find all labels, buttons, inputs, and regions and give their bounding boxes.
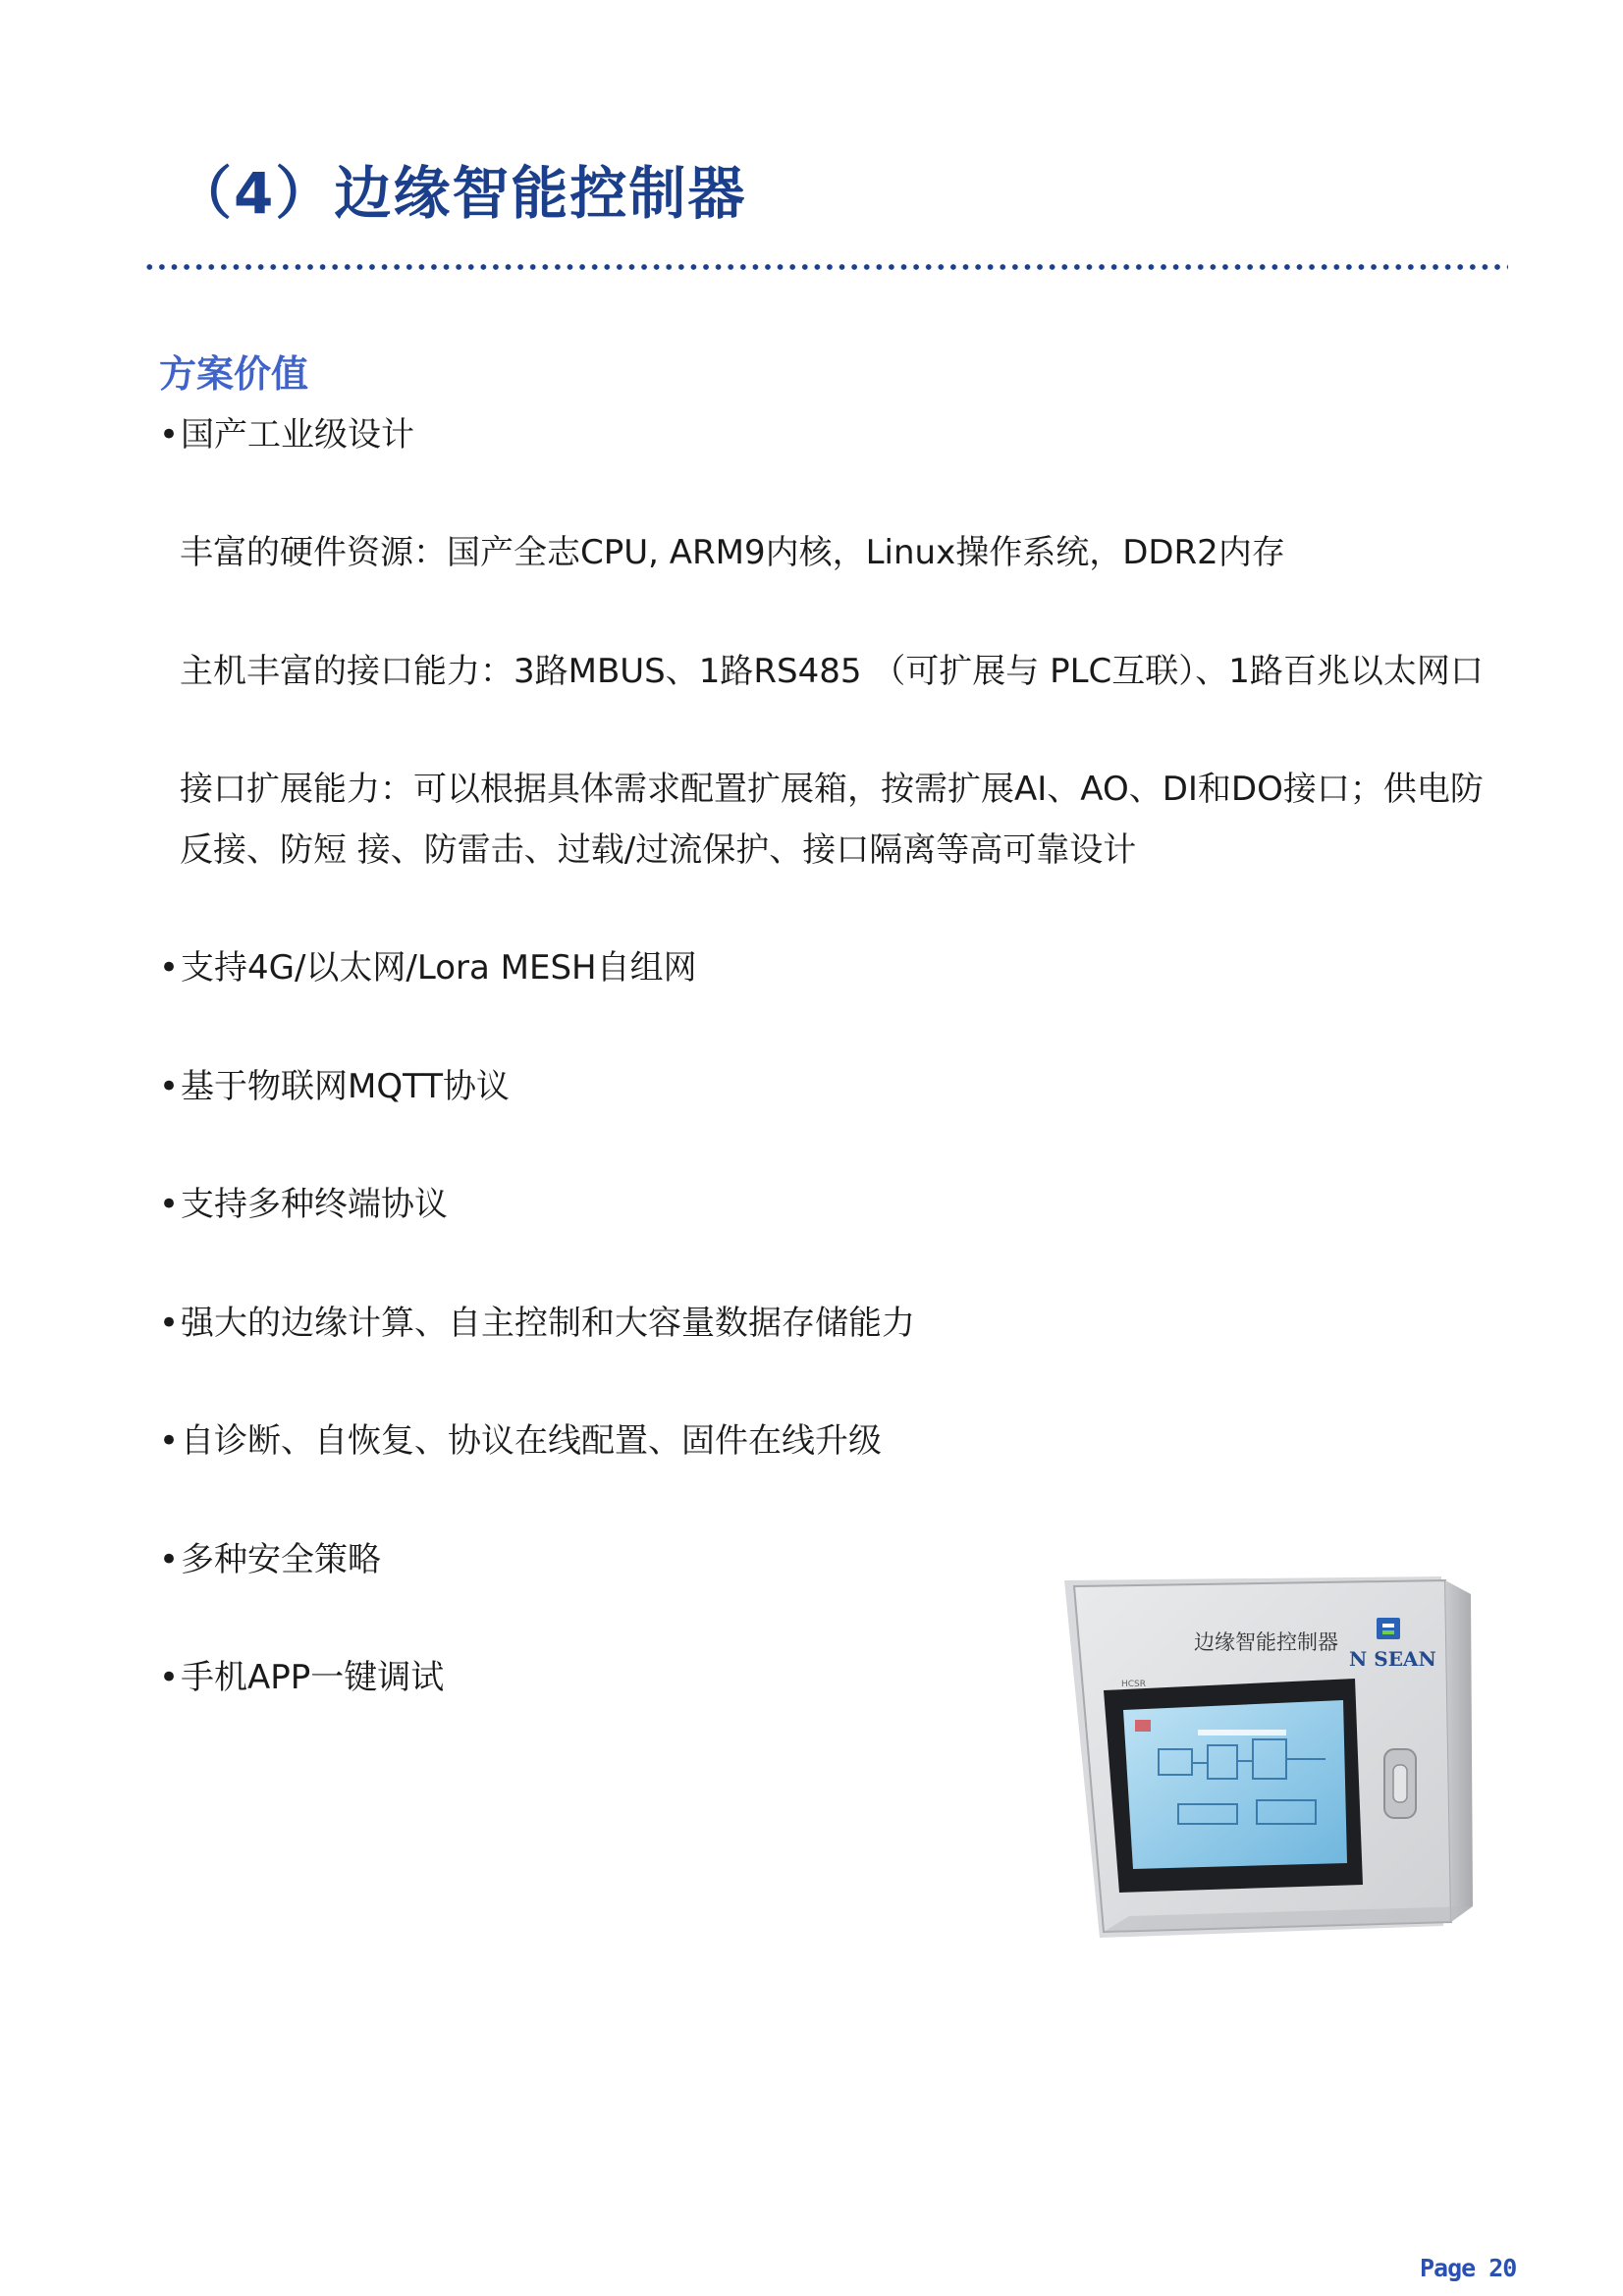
bullet-icon: • — [159, 948, 180, 988]
bullet-icon: • — [159, 1067, 180, 1106]
bullet-icon: • — [159, 1540, 180, 1579]
controller-product-image — [1060, 1573, 1492, 1977]
list-item: •基于物联网MQTT协议 — [159, 1067, 511, 1106]
bullet-icon: • — [159, 1185, 180, 1224]
bullet-icon: • — [159, 1421, 180, 1461]
list-item: •强大的边缘计算、自主控制和大容量数据存储能力 — [159, 1304, 915, 1343]
bullet-icon: • — [159, 415, 180, 454]
bullet-icon: • — [159, 1304, 180, 1343]
page-number: Page 20 — [1420, 2254, 1517, 2282]
hmi-screen — [1123, 1700, 1347, 1869]
dotted-divider — [143, 263, 1508, 271]
page-title: （4）边缘智能控制器 — [175, 160, 747, 227]
list-item: •国产工业级设计 — [159, 415, 414, 454]
product-label: 边缘智能控制器 — [1194, 1630, 1338, 1654]
list-item-detail: 丰富的硬件资源：国产全志CPU, ARM9内核，Linux操作系统，DDR2内存 — [180, 533, 1285, 572]
list-item: •自诊断、自恢复、协议在线配置、固件在线升级 — [159, 1421, 882, 1461]
list-item-detail: 主机丰富的接口能力：3路MBUS、1路RS485 （可扩展与 PLC互联）、1路百兆以太网口 — [180, 652, 1484, 691]
list-item: •手机APP一键调试 — [159, 1658, 445, 1697]
bullet-icon: • — [159, 1658, 180, 1697]
list-item: •支持多种终端协议 — [159, 1185, 448, 1224]
list-item-detail: 反接、防短 接、防雷击、过载/过流保护、接口隔离等高可靠设计 — [180, 830, 1137, 870]
list-item: •支持4G/以太网/Lora MESH自组网 — [159, 948, 697, 988]
section-heading: 方案价值 — [159, 352, 309, 396]
list-item-detail: 接口扩展能力：可以根据具体需求配置扩展箱，按需扩展AI、AO、DI和DO接口；供电防 — [180, 770, 1484, 809]
brand-label: N SEAN — [1349, 1647, 1436, 1671]
svg-text:HCSR: HCSR — [1121, 1680, 1147, 1689]
list-item: •多种安全策略 — [159, 1540, 381, 1579]
